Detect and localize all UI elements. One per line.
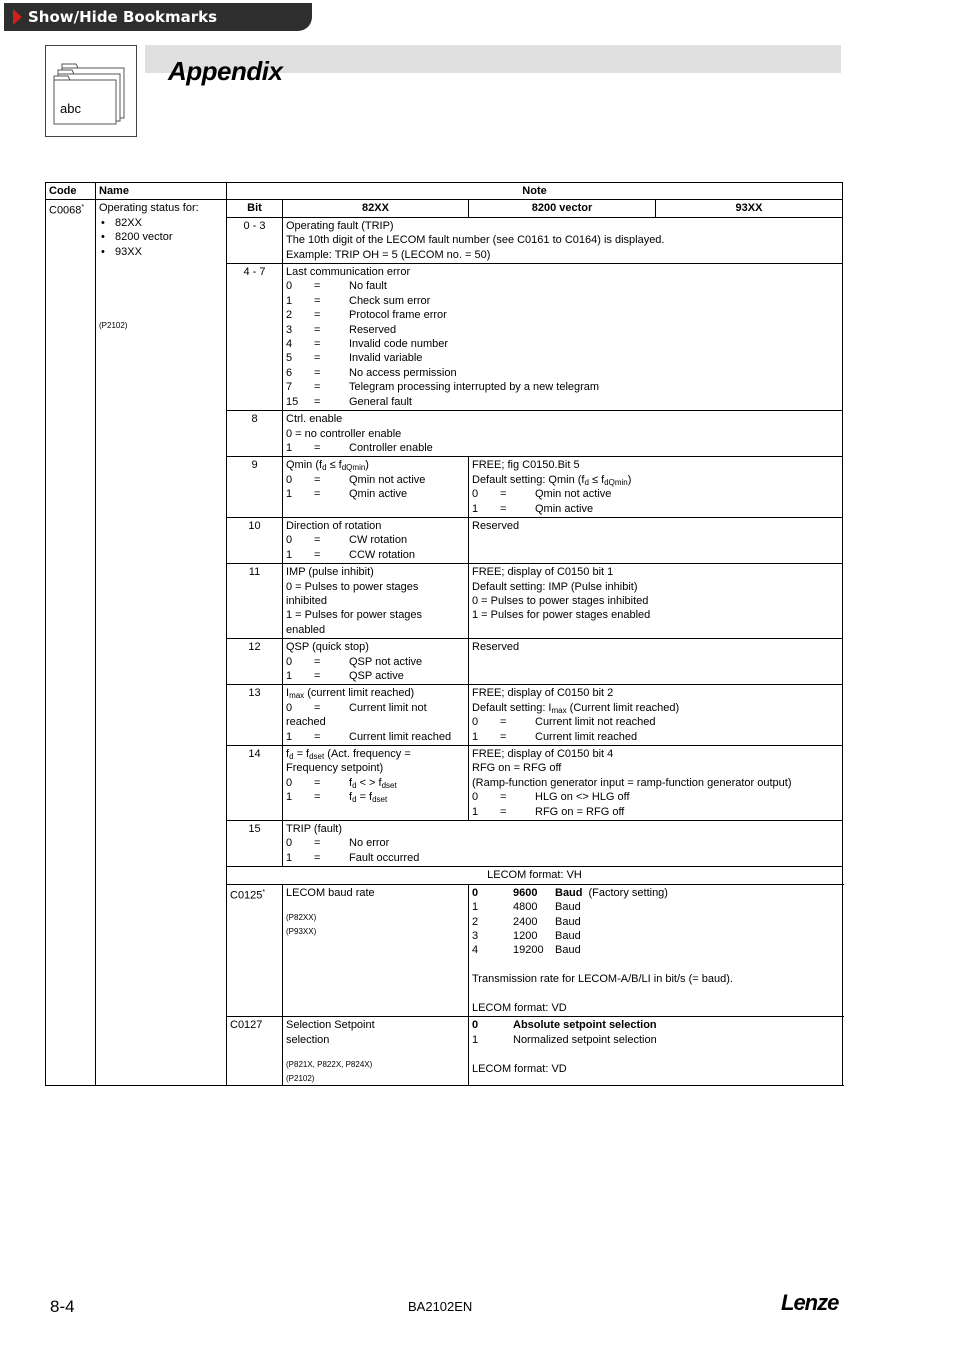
bit-9-82xx: Qmin $(f_d \le f_{dQmin})$ 0 = Qmin not active 1 = Qmin active xyxy=(283,457,469,518)
bit-label: 0 - 3 xyxy=(227,217,283,263)
baud-rate-row: 3 1200 Baud xyxy=(472,929,581,942)
triangle-right-icon xyxy=(13,9,22,25)
bit-label: 10 xyxy=(227,517,283,563)
bit-13-82xx: $I_{max}$ (current limit reached) 0 = Current limit not reached 1 = Current limit reached xyxy=(283,685,469,746)
bit-10-82xx: Direction of rotation 0 = CW rotation 1 = CCW rotation xyxy=(283,517,469,563)
list-item: 4 = Invalid code number xyxy=(286,338,449,351)
header-8200-vector: 8200 vector xyxy=(469,200,656,217)
list-item: 3 = Reserved xyxy=(286,323,397,336)
bit-11-other: FREE; display of C0150 bit 1 Default setting: IMP (Pulse inhibit) 0 = Pulses to power stages inhibited 1 = Pulses for power stages enabled xyxy=(469,564,843,639)
baud-rate-row: 0 9600 Baud (Factory setting) xyxy=(472,886,668,899)
list-item: 2 = Protocol frame error xyxy=(286,309,447,322)
c0127-desc: 0 Absolute setpoint selection 1 Normalized setpoint selection LECOM format: VD xyxy=(469,1017,843,1086)
bit-label: 12 xyxy=(227,639,283,685)
parameter-table xyxy=(45,182,843,1086)
header-bit: Bit xyxy=(227,200,283,217)
bit-10-other: Reserved xyxy=(469,517,843,563)
code-c0125: C0125* xyxy=(227,884,283,1017)
bit-label: 11 xyxy=(227,564,283,639)
bit-label: 13 xyxy=(227,685,283,746)
page-number: 8-4 xyxy=(50,1297,75,1316)
bit-label: 4 - 7 xyxy=(227,264,283,411)
list-item: 1 = Check sum error xyxy=(286,294,431,307)
c0125-desc: 0 9600 Baud (Factory setting) 1 4800 Baud 2 2400 Baud 3 1200 Baud 4 19200 Baud Transmission rate for LECOM-A/B/LI in bit/s (= baud). LECOM format: VD xyxy=(469,884,843,1017)
name-c0125: LECOM baud rate (P82XX) (P93XX) xyxy=(283,884,469,1017)
code-c0127: C0127 xyxy=(227,1017,283,1086)
bit-12-82xx: QSP (quick stop) 0 = QSP not active 1 = QSP active xyxy=(283,639,469,685)
name-c0127: Selection Setpoint selection (P821X, P822X, P824X) (P2102) xyxy=(283,1017,469,1086)
list-item: 0 = No fault xyxy=(286,280,387,293)
header-93xx: 93XX xyxy=(656,200,843,217)
header-name: Name xyxy=(96,183,227,200)
bit-9-other: FREE; fig C0150.Bit 5 Default setting: Qmin $(f_d \le f_{dQmin})$ 0 = Qmin not active 1 = Qmin active xyxy=(469,457,843,518)
bit-13-other: FREE; display of C0150 bit 2 Default setting: $I_{max}$ (Current limit reached) 0 = Current limit not reached 1 = Current limit reached xyxy=(469,685,843,746)
bit-label: 9 xyxy=(227,457,283,518)
header-code: Code xyxy=(46,183,96,200)
document-id: BA2102EN xyxy=(408,1299,473,1314)
bit-label: 8 xyxy=(227,411,283,457)
list-item: 15 = General fault xyxy=(286,395,412,408)
baud-rate-row: 2 2400 Baud xyxy=(472,915,581,928)
baud-rate-row: 4 19200 Baud xyxy=(472,944,581,957)
icon-text: abc xyxy=(60,101,81,116)
bit-0-3-desc: Operating fault (TRIP) The 10th digit of the LECOM fault number (see C0161 to C0164) is displayed. Example: TRIP OH = 5 (LECOM no. = 50) xyxy=(283,217,843,263)
name-c0068: Operating status for: • 82XX • 8200 vector • 93XX (P2102) xyxy=(96,200,227,1086)
bit-15-desc: TRIP (fault) 0 = No error 1 = Fault occurred xyxy=(283,821,843,867)
bit-label: 14 xyxy=(227,746,283,821)
bit-11-82xx: IMP (pulse inhibit) 0 = Pulses to power stages inhibited 1 = Pulses for power stages enabled xyxy=(283,564,469,639)
code-c0068: C0068* xyxy=(46,200,96,1086)
list-item: 7 = Telegram processing interrupted by a new telegram xyxy=(286,381,600,394)
show-hide-bookmarks-button[interactable] xyxy=(4,3,312,31)
list-item: 5 = Invalid variable xyxy=(286,352,423,365)
c0068-format: LECOM format: VH xyxy=(227,867,843,884)
baud-rate-row: 1 4800 Baud xyxy=(472,901,581,914)
bit-14-other: FREE; display of C0150 bit 4 RFG on = RFG off (Ramp-function generator input = ramp-function generator output) 0 = HLG on <> HLG off 1 = RFG on = RFG off xyxy=(469,746,843,821)
bookmarks-label: Show/Hide Bookmarks xyxy=(28,8,218,26)
bit-8-desc: Ctrl. enable 0 = no controller enable 1 = Controller enable xyxy=(283,411,843,457)
bit-14-82xx: $f_d = f_{dset}$ (Act. frequency = Frequency setpoint) 0 = $f_d$ < > $f_{dset}$ 1 = $f_d = f_{dset}$ xyxy=(283,746,469,821)
page-title: Appendix xyxy=(168,56,283,86)
header-82xx: 82XX xyxy=(283,200,469,217)
ref-p2102: (P2102) xyxy=(99,321,128,331)
folder-tabs-icon xyxy=(45,45,137,137)
bit-12-other: Reserved xyxy=(469,639,843,685)
lenze-logo: Lenze xyxy=(781,1290,839,1315)
header-note: Note xyxy=(227,183,843,200)
list-item: 6 = No access permission xyxy=(286,366,457,379)
bit-label: 15 xyxy=(227,821,283,867)
bit-4-7-desc: Last communication error 0 = No fault 1 = Check sum error 2 = Protocol frame error 3 = Reserved 4 = Invalid code number 5 = Invalid variable 6 = No access permission 7 = Telegram processing interrupted by a new telegram 15 = General fault xyxy=(283,264,843,411)
